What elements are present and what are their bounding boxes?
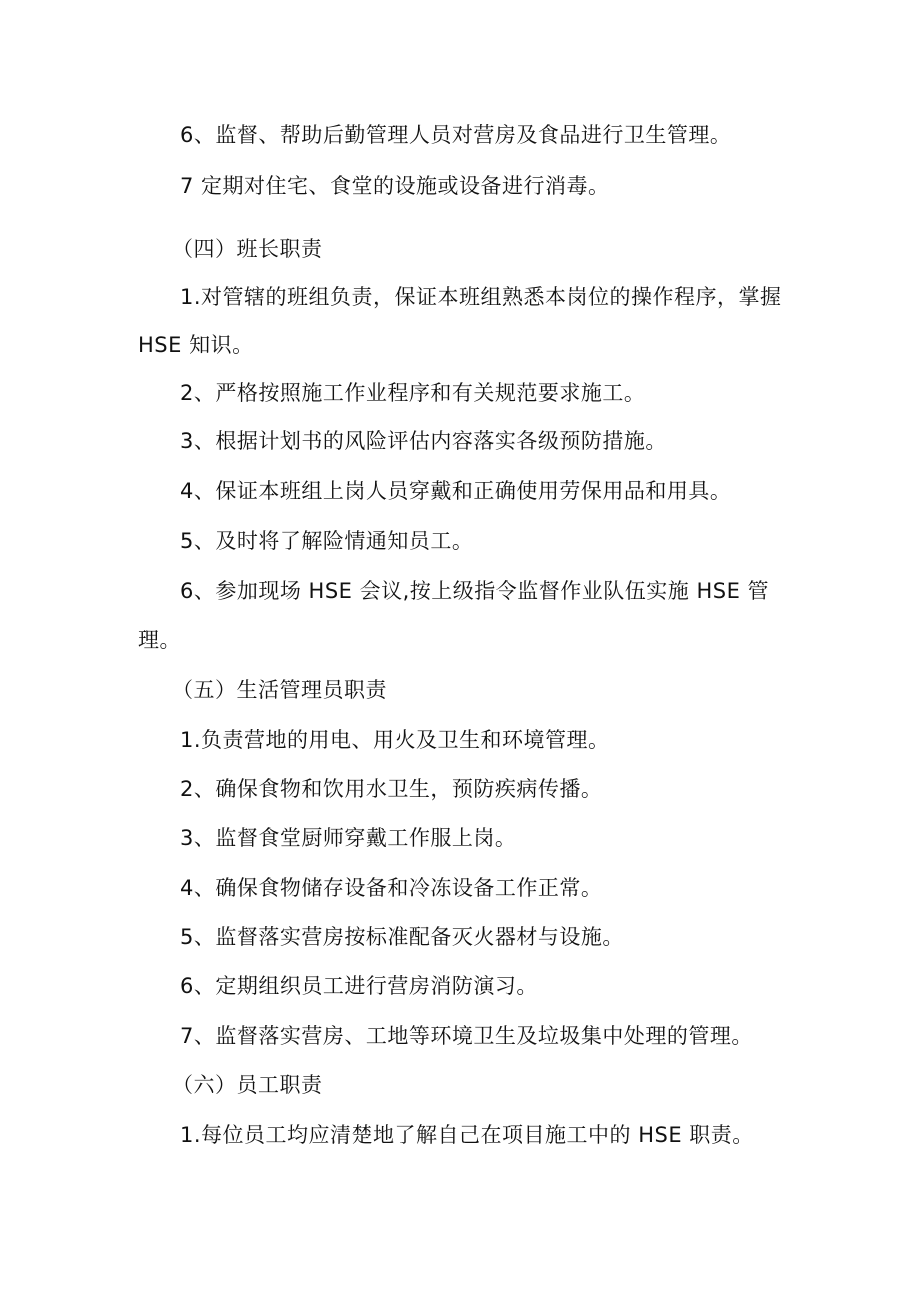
text-line: 6、参加现场 HSE 会议,按上级指令监督作业队伍实施 HSE 管 (180, 579, 770, 603)
text-line: 4、确保食物储存设备和冷冻设备工作正常。 (180, 876, 603, 900)
text-line: 3、监督食堂厨师穿戴工作服上岗。 (180, 826, 517, 850)
section-heading: （五）生活管理员职责 (172, 678, 387, 702)
text-line: 7、监督落实营房、工地等环境卫生及垃圾集中处理的管理。 (180, 1024, 753, 1048)
text-line: 5、监督落实营房按标准配备灭火器材与设施。 (180, 925, 624, 949)
text-line: 6、监督、帮助后勤管理人员对营房及食品进行卫生管理。 (180, 123, 732, 147)
section-heading: （六）员工职责 (172, 1073, 323, 1097)
text-line: 3、根据计划书的风险评估内容落实各级预防措施。 (180, 429, 667, 453)
text-line: 1.每位员工均应清楚地了解自己在项目施工中的 HSE 职责。 (180, 1123, 754, 1147)
text-line: 2、确保食物和饮用水卫生，预防疾病传播。 (180, 777, 603, 801)
text-line: 1.负责营地的用电、用火及卫生和环境管理。 (180, 728, 610, 752)
section-heading: （四）班长职责 (172, 237, 323, 261)
text-line: 4、保证本班组上岗人员穿戴和正确使用劳保用品和用具。 (180, 479, 732, 503)
text-line: 6、定期组织员工进行营房消防演习。 (180, 974, 538, 998)
text-line: 7 定期对住宅、食堂的设施或设备进行消毒。 (180, 174, 610, 198)
text-line: 理。 (138, 628, 181, 652)
text-line: 2、严格按照施工作业程序和有关规范要求施工。 (180, 381, 646, 405)
text-line: 5、及时将了解险情通知员工。 (180, 529, 474, 553)
text-line: 1.对管辖的班组负责，保证本班组熟悉本岗位的操作程序，掌握 (180, 285, 782, 309)
text-line: HSE 知识。 (138, 333, 254, 357)
